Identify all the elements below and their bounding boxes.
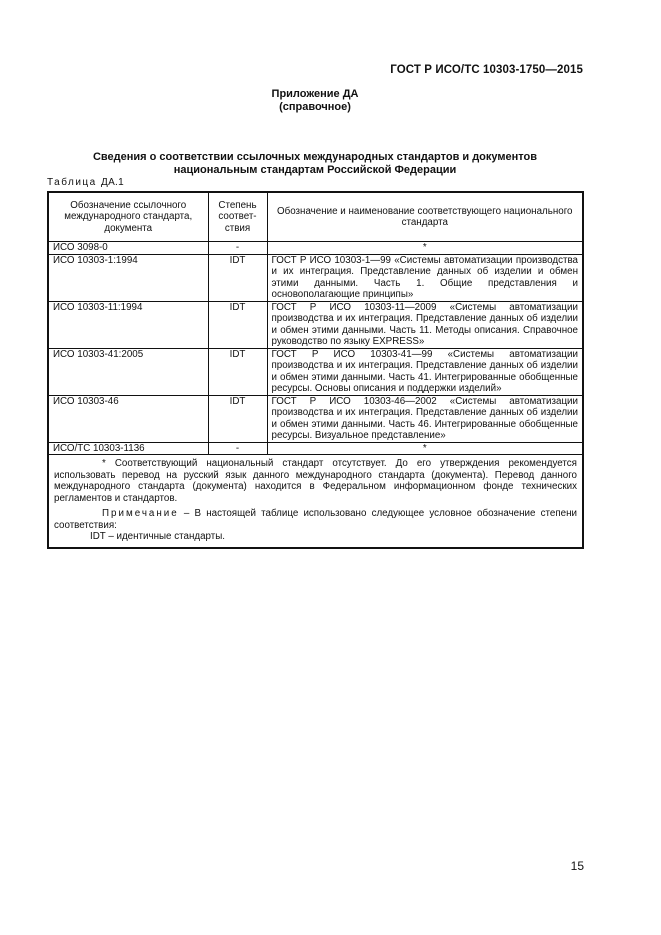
table-row xyxy=(48,348,583,395)
table-row xyxy=(48,442,583,455)
section-heading-line-2: национальным стандартам Российской Федерации xyxy=(173,163,457,176)
cell-reference: ИСО 10303-11:1994 xyxy=(48,301,208,348)
cell-degree: IDT xyxy=(208,348,267,395)
section-heading xyxy=(0,151,630,176)
appendix-title: Приложение ДА xyxy=(271,88,359,100)
cell-degree: - xyxy=(208,442,267,455)
table-row xyxy=(48,242,583,255)
table-label xyxy=(47,177,124,188)
table-notes-row xyxy=(48,455,583,548)
cell-national: * xyxy=(267,442,583,455)
cell-degree: IDT xyxy=(208,301,267,348)
header-national: Обозначение и наименование соответствующего национального стандарта xyxy=(267,192,583,242)
standards-table xyxy=(47,191,584,549)
cell-reference: ИСО 10303-1:1994 xyxy=(48,254,208,301)
cell-national: ГОСТ Р ИСО 10303-11—2009 «Системы автоматизации производства и их интеграция. Представление данных об изделии и обмен этими данными. Часть 11. Методы описания. Справочное руководство по языку EXPRESS» xyxy=(267,301,583,348)
cell-reference: ИСО 10303-46 xyxy=(48,395,208,442)
table-row xyxy=(48,301,583,348)
header-degree: Степень соответ- ствия xyxy=(208,192,267,242)
cell-national: ГОСТ Р ИСО 10303-41—99 «Системы автоматизации производства и их интеграция. Представление данных об изделии и обмен этими данными. Часть 41. Интегрированные обобщенные ресурсы. Основы описания и поддержки изделий» xyxy=(267,348,583,395)
table-footnote: * Соответствующий национальный стандарт отсутствует. До его утверждения рекомендуется использовать перевод на русский язык данного международного стандарта (документа). Перевод данного международного стандарта (документа) находится в Федеральном информационном фонде технических регламентов и стандартов. xyxy=(54,458,577,504)
table-label-word: Таблица xyxy=(47,177,97,188)
cell-degree: - xyxy=(208,242,267,255)
cell-reference: ИСО 10303-41:2005 xyxy=(48,348,208,395)
page-number: 15 xyxy=(570,859,584,873)
cell-national: ГОСТ Р ИСО 10303-1—99 «Системы автоматизации производства и их интеграция. Представление данных об изделии и обмен этими данными. Часть 1. Общие представления и основополагающие принципы» xyxy=(267,254,583,301)
cell-reference: ИСО/ТС 10303-1136 xyxy=(48,442,208,455)
table-label-number: ДА.1 xyxy=(101,177,124,188)
header-reference: Обозначение ссылочного международного стандарта, документа xyxy=(48,192,208,242)
table-notes xyxy=(48,455,583,548)
cell-national: ГОСТ Р ИСО 10303-46—2002 «Системы автоматизации производства и их интеграция. Представление данных об изделии и обмен этими данными. Часть 46. Интегрированные обобщенные ресурсы. Визуальное представление» xyxy=(267,395,583,442)
table-row xyxy=(48,254,583,301)
document-code: ГОСТ Р ИСО/ТС 10303-1750—2015 xyxy=(390,64,583,76)
idt-definition: IDT – идентичные стандарты. xyxy=(90,531,226,542)
cell-national: * xyxy=(267,242,583,255)
cell-reference: ИСО 3098-0 xyxy=(48,242,208,255)
table-note xyxy=(54,508,577,531)
note-text: – В настоящей таблице использовано следующее условное обозначение степени соответствия: xyxy=(54,508,577,531)
cell-degree: IDT xyxy=(208,395,267,442)
table-row xyxy=(48,395,583,442)
appendix-subtitle: (справочное) xyxy=(279,101,351,113)
cell-degree: IDT xyxy=(208,254,267,301)
section-heading-line-1: Сведения о соответствии ссылочных международных стандартов и документов xyxy=(92,151,538,163)
appendix-heading xyxy=(0,88,630,114)
table-header-row xyxy=(48,192,583,242)
note-label: Примечание xyxy=(102,508,179,519)
